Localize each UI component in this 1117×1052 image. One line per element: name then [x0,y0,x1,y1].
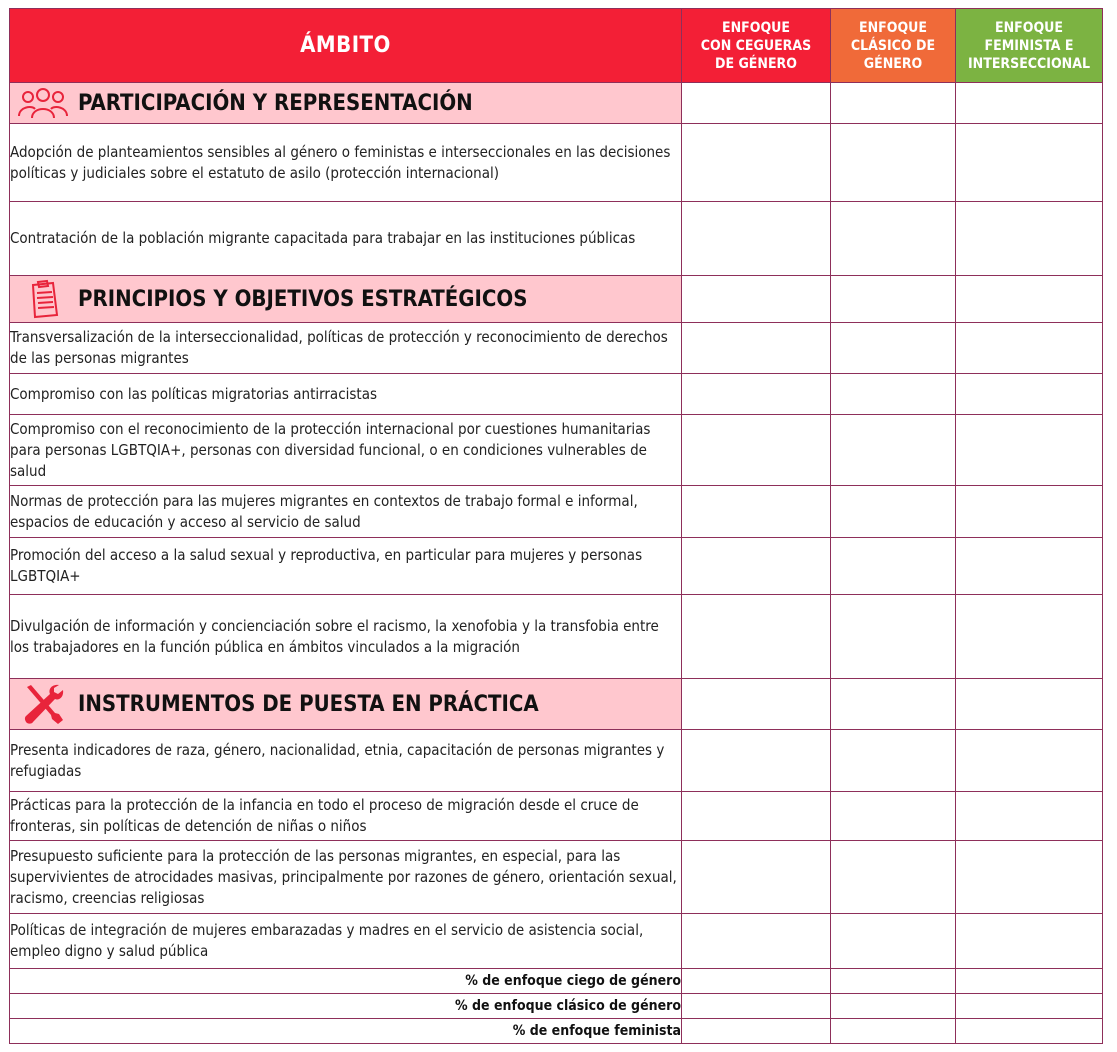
clipboard-document-icon [16,279,70,319]
checkbox-cell-ciego[interactable] [682,538,831,595]
checkbox-cell-ciego[interactable] [682,486,831,538]
item-text: Transversalización de la interseccionalidad, políticas de protección y reconocimiento de derechos de las personas migrantes [10,323,682,374]
item-text: Políticas de integración de mujeres embarazadas y madres en el servicio de asistencia social, empleo digno y salud pública [10,914,682,969]
checkbox-cell-clasico[interactable] [831,276,956,323]
checkbox-cell-ciego[interactable] [682,124,831,202]
item-text: Presupuesto suficiente para la protección de las personas migrantes, en especial, para las supervivientes de atrocidades masivas, principalmente por razones de género, orientación sexual, racismo, creencias religiosas [10,841,682,914]
total-cell-feminista[interactable] [956,1019,1103,1044]
checkbox-cell-clasico[interactable] [831,679,956,730]
wrench-screwdriver-icon [16,683,70,725]
table-row [10,595,1103,679]
section-title-instrumentos [10,679,682,730]
checkbox-cell-feminista[interactable] [956,730,1103,792]
item-text: Promoción del acceso a la salud sexual y reproductiva, en particular para mujeres y personas LGBTQIA+ [10,538,682,595]
header-ciego-line2: CON CEGUERAS [700,37,812,54]
checkbox-cell-feminista[interactable] [956,538,1103,595]
checkbox-cell-ciego[interactable] [682,374,831,415]
table-row [10,323,1103,374]
total-row-clasico [10,994,1103,1019]
checkbox-cell-feminista[interactable] [956,486,1103,538]
table-row [10,486,1103,538]
checkbox-cell-ciego[interactable] [682,276,831,323]
checkbox-cell-ciego[interactable] [682,415,831,486]
checkbox-cell-clasico[interactable] [831,202,956,276]
section-row-participacion [10,83,1103,124]
item-text: Divulgación de información y concienciación sobre el racismo, la xenofobia y la transfobia entre los trabajadores en la función pública en ámbitos vinculados a la migración [10,595,682,679]
item-text: Compromiso con las políticas migratorias antirracistas [10,374,682,415]
total-row-ciego [10,969,1103,994]
total-cell-ciego[interactable] [682,994,831,1019]
table-row [10,374,1103,415]
total-label: % de enfoque ciego de género [10,969,682,994]
checkbox-cell-feminista[interactable] [956,323,1103,374]
evaluation-table [9,8,1103,1044]
table-row [10,538,1103,595]
checkbox-cell-clasico[interactable] [831,841,956,914]
section-title-participacion [10,83,682,124]
checkbox-cell-ciego[interactable] [682,792,831,841]
total-cell-ciego[interactable] [682,969,831,994]
item-text: Presenta indicadores de raza, género, nacionalidad, etnia, capacitación de personas migrantes y refugiadas [10,730,682,792]
item-text: Contratación de la población migrante capacitada para trabajar en las instituciones públicas [10,202,682,276]
checkbox-cell-clasico[interactable] [831,538,956,595]
header-feminista-line1: ENFOQUE [995,19,1063,36]
item-text: Normas de protección para las mujeres migrantes en contextos de trabajo formal e informal, espacios de educación y acceso al servicio de salud [10,486,682,538]
header-enfoque-cegueras [682,9,831,83]
item-text: Prácticas para la protección de la infancia en todo el proceso de migración desde el cruce de fronteras, sin políticas de detención de niñas o niños [10,792,682,841]
header-row [10,9,1103,83]
section-row-instrumentos [10,679,1103,730]
header-clasico-line2: CLÁSICO DE [850,37,936,54]
item-text: Adopción de planteamientos sensibles al género o feministas e interseccionales en las decisiones políticas y judiciales sobre el estatuto de asilo (protección internacional) [10,124,682,202]
checkbox-cell-ciego[interactable] [682,730,831,792]
checkbox-cell-clasico[interactable] [831,730,956,792]
header-feminista-line2: FEMINISTA E [984,37,1074,54]
checkbox-cell-clasico[interactable] [831,83,956,124]
header-ciego-line3: DE GÉNERO [715,55,797,72]
people-group-icon [16,86,70,120]
header-clasico-line3: GÉNERO [863,55,923,72]
checkbox-cell-feminista[interactable] [956,841,1103,914]
checkbox-cell-ciego[interactable] [682,323,831,374]
table-row [10,730,1103,792]
table-row [10,415,1103,486]
checkbox-cell-ciego[interactable] [682,841,831,914]
checkbox-cell-clasico[interactable] [831,792,956,841]
checkbox-cell-feminista[interactable] [956,124,1103,202]
section-row-principios [10,276,1103,323]
section-title-principios [10,276,682,323]
checkbox-cell-feminista[interactable] [956,415,1103,486]
total-cell-clasico[interactable] [831,1019,956,1044]
checkbox-cell-feminista[interactable] [956,595,1103,679]
checkbox-cell-feminista[interactable] [956,792,1103,841]
checkbox-cell-feminista[interactable] [956,83,1103,124]
checkbox-cell-ciego[interactable] [682,914,831,969]
table-row [10,124,1103,202]
header-enfoque-feminista [956,9,1103,83]
section-title-text: INSTRUMENTOS DE PUESTA EN PRÁCTICA [78,691,539,717]
total-label: % de enfoque feminista [10,1019,682,1044]
checkbox-cell-ciego[interactable] [682,679,831,730]
section-title-text: PRINCIPIOS Y OBJETIVOS ESTRATÉGICOS [78,286,528,312]
checkbox-cell-feminista[interactable] [956,679,1103,730]
total-cell-ciego[interactable] [682,1019,831,1044]
checkbox-cell-feminista[interactable] [956,374,1103,415]
checkbox-cell-clasico[interactable] [831,595,956,679]
section-title-text: PARTICIPACIÓN Y REPRESENTACIÓN [78,90,473,116]
total-cell-clasico[interactable] [831,969,956,994]
checkbox-cell-ciego[interactable] [682,202,831,276]
total-cell-feminista[interactable] [956,969,1103,994]
header-feminista-line3: INTERSECCIONAL [968,55,1090,72]
checkbox-cell-ciego[interactable] [682,595,831,679]
total-cell-feminista[interactable] [956,994,1103,1019]
checkbox-cell-clasico[interactable] [831,914,956,969]
header-ciego-line1: ENFOQUE [722,19,790,36]
table-row [10,914,1103,969]
checkbox-cell-ciego[interactable] [682,83,831,124]
checkbox-cell-clasico[interactable] [831,486,956,538]
item-text: Compromiso con el reconocimiento de la protección internacional por cuestiones humanitarias para personas LGBTQIA+, personas con diversidad funcional, o en condiciones vulnerables de salud [10,415,682,486]
checkbox-cell-clasico[interactable] [831,415,956,486]
header-enfoque-clasico [831,9,956,83]
checkbox-cell-clasico[interactable] [831,124,956,202]
checkbox-cell-feminista[interactable] [956,202,1103,276]
header-clasico-line1: ENFOQUE [859,19,927,36]
total-row-feminista [10,1019,1103,1044]
checkbox-cell-clasico[interactable] [831,323,956,374]
table-row [10,202,1103,276]
checkbox-cell-clasico[interactable] [831,374,956,415]
table-row [10,841,1103,914]
table-row [10,792,1103,841]
checkbox-cell-feminista[interactable] [956,276,1103,323]
total-label: % de enfoque clásico de género [10,994,682,1019]
header-ambito: ÁMBITO [10,9,682,83]
checkbox-cell-feminista[interactable] [956,914,1103,969]
total-cell-clasico[interactable] [831,994,956,1019]
